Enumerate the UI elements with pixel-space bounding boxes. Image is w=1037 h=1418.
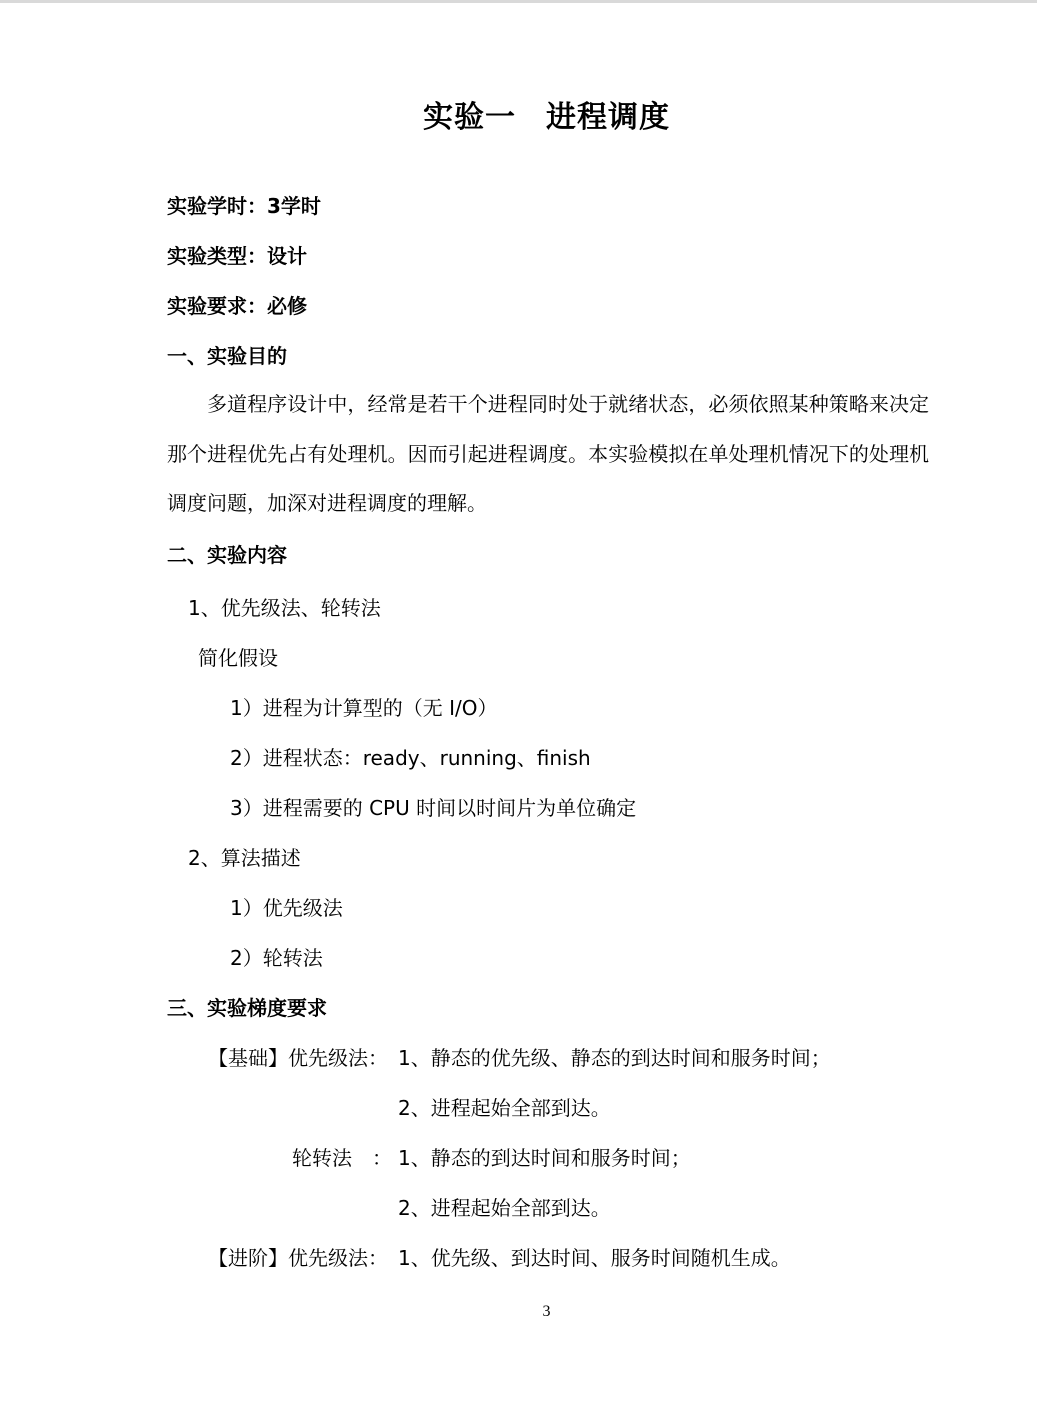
basic-rr-label: 轮转法 ：	[292, 1146, 392, 1170]
purpose-paragraph: 多道程序设计中，经常是若干个进程同时处于就绪状态，必须依照某种策略来决定那个进程优先占有处理机。因而引起进程调度。本实验模拟在单处理机情况下的处理机调度问题，加深对进程调度的理解。	[167, 392, 929, 515]
basic-rr-req-1: 1、静态的到达时间和服务时间；	[398, 1146, 691, 1170]
section-heading-requirements: 三、实验梯度要求	[167, 996, 327, 1020]
basic-priority-label: 【基础】优先级法：	[208, 1046, 388, 1070]
basic-priority-req-1: 1、静态的优先级、静态的到达时间和服务时间；	[398, 1046, 831, 1070]
meta-hours: 实验学时：3学时	[167, 194, 321, 218]
content-item-2: 2、算法描述	[188, 846, 301, 870]
title-part-1: 实验一	[423, 100, 516, 135]
basic-priority-req-2: 2、进程起始全部到达。	[398, 1096, 611, 1120]
section-heading-purpose: 一、实验目的	[167, 344, 287, 368]
title-part-2: 进程调度	[546, 100, 670, 135]
meta-type: 实验类型：设计	[167, 244, 307, 268]
content-item-1: 1、优先级法、轮转法	[188, 596, 381, 620]
assumptions-label: 简化假设	[198, 646, 278, 670]
document-title	[0, 98, 1037, 138]
assumption-item: 1）进程为计算型的（无 I/O）	[230, 696, 498, 720]
advanced-priority-label: 【进阶】优先级法：	[208, 1246, 388, 1270]
algorithm-item: 1）优先级法	[230, 896, 343, 920]
basic-rr-req-2: 2、进程起始全部到达。	[398, 1196, 611, 1220]
page-number: 3	[542, 1303, 551, 1320]
algorithm-item: 2）轮转法	[230, 946, 323, 970]
section-heading-content: 二、实验内容	[167, 543, 287, 567]
meta-requirement: 实验要求：必修	[167, 294, 307, 318]
assumption-item: 3）进程需要的 CPU 时间以时间片为单位确定	[230, 796, 637, 820]
assumption-item: 2）进程状态：ready、running、finish	[230, 746, 591, 770]
advanced-priority-req-1: 1、优先级、到达时间、服务时间随机生成。	[398, 1246, 791, 1270]
